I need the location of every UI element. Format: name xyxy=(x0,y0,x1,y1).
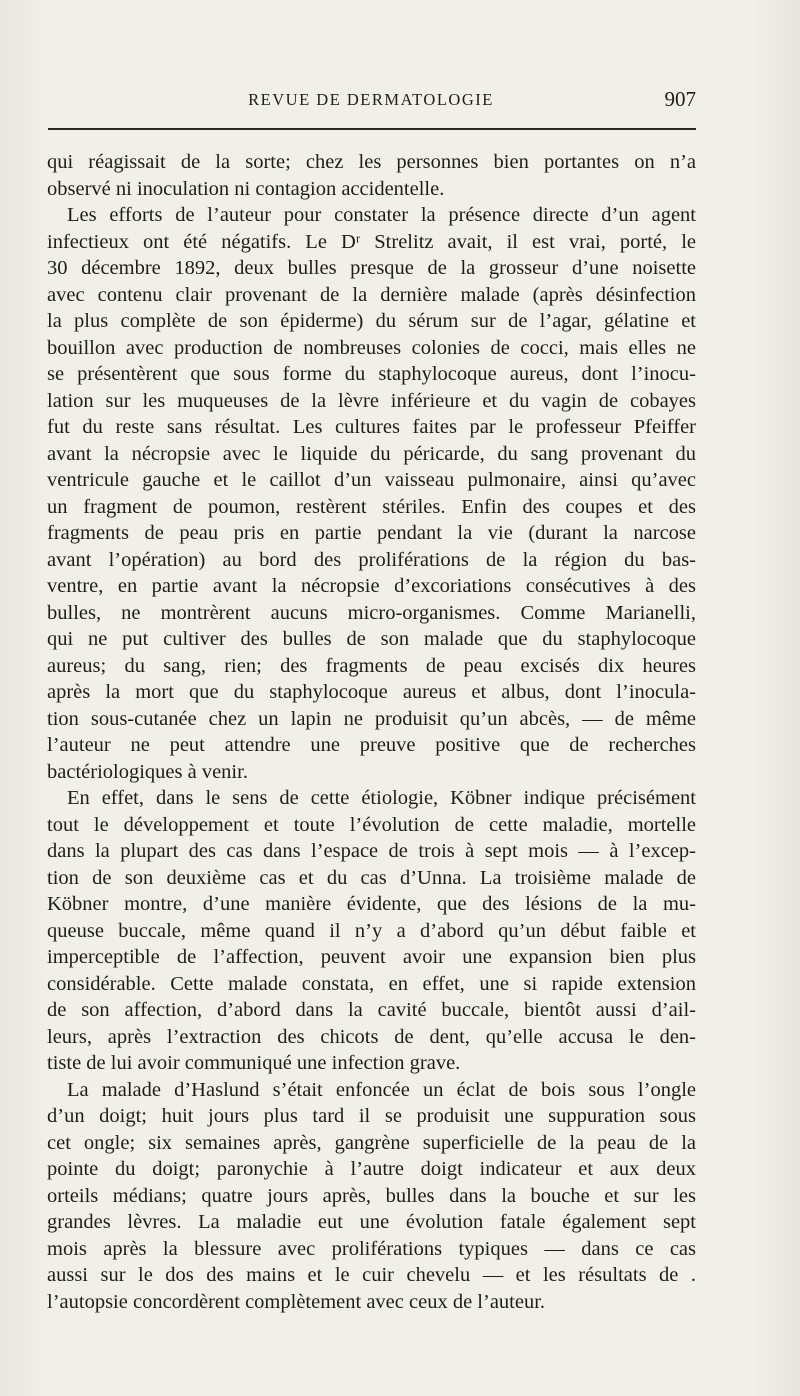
body-text xyxy=(47,149,696,1315)
text-line: d’un doigt; huit jours plus tard il se produisit une suppuration sous xyxy=(47,1105,696,1127)
text-line: Les efforts de l’auteur pour constater la présence directe d’un agent xyxy=(67,204,696,226)
text-line: mois après la blessure avec proliférations typiques — dans ce cas xyxy=(47,1237,696,1260)
text-line: avant l’opération) au bord des proliférations de la région du bas- xyxy=(47,548,696,571)
text-line: avec contenu clair provenant de la dernière malade (après désinfection xyxy=(47,283,696,306)
text-line: considérable. Cette malade constata, en effet, une si rapide extension xyxy=(47,972,696,995)
text-line: qui ne put cultiver des bulles de son malade que du staphylocoque xyxy=(47,628,696,650)
text-line: orteils médians; quatre jours après, bulles dans la bouche et sur les xyxy=(47,1184,696,1207)
text-line: observé ni inoculation ni contagion accidentelle. xyxy=(47,177,445,200)
text-line: En effet, dans le sens de cette étiologie, Köbner indique précisément xyxy=(67,787,696,809)
text-line: tion sous-cutanée chez un lapin ne produisit qu’un abcès, — de même xyxy=(47,707,696,730)
text-line: pointe du doigt; paronychie à l’autre doigt indicateur et aux deux xyxy=(47,1158,696,1180)
text-line: lation sur les muqueuses de la lèvre inférieure et du vagin de cobayes xyxy=(47,389,696,412)
text-line: un fragment de poumon, restèrent stériles. Enfin des coupes et des xyxy=(47,495,696,518)
text-line: queuse buccale, même quand il n’y a d’abord qu’un début faible et xyxy=(47,919,696,942)
text-line: 30 décembre 1892, deux bulles presque de la grosseur d’une noisette xyxy=(47,257,696,279)
text-line: Köbner montre, d’une manière évidente, que des lésions de la mu- xyxy=(47,893,696,915)
text-line: cet ongle; six semaines après, gangrène superficielle de la peau de la xyxy=(47,1131,696,1154)
text-line: aussi sur le dos des mains et le cuir chevelu — et les résultats de . xyxy=(47,1264,696,1286)
text-line: tout le développement et toute l’évolution de cette maladie, mortelle xyxy=(47,813,696,836)
text-line: bactériologiques à venir. xyxy=(47,760,248,783)
text-line: tiste de lui avoir communiqué une infection grave. xyxy=(47,1052,461,1074)
text-line: de son affection, d’abord dans la cavité buccale, bientôt aussi d’ail- xyxy=(47,999,696,1021)
text-line: la plus complète de son épiderme) du sérum sur de l’agar, gélatine et xyxy=(47,310,696,332)
text-line: fragments de peau pris en partie pendant la vie (durant la narcose xyxy=(47,522,696,544)
running-title: REVUE DE DERMATOLOGIE xyxy=(248,90,494,109)
text-line: ventre, en partie avant la nécropsie d’excoriations consécutives à des xyxy=(47,575,696,597)
text-line: se présentèrent que sous forme du staphylocoque aureus, dont l’inocu- xyxy=(47,363,696,385)
page-header xyxy=(46,87,696,116)
text-line: imperceptible de l’affection, peuvent avoir une expansion bien plus xyxy=(47,946,696,968)
text-line: bulles, ne montrèrent aucuns micro-organismes. Comme Marianelli, xyxy=(47,601,696,624)
page-number: 907 xyxy=(664,87,696,111)
text-line: tion de son deuxième cas et du cas d’Unna. La troisième malade de xyxy=(47,866,696,889)
text-line: avant la nécropsie avec le liquide du péricarde, du sang provenant du xyxy=(47,442,696,465)
text-line: infectieux ont été négatifs. Le Dʳ Strelitz avait, il est vrai, porté, le xyxy=(47,230,696,253)
text-line: après la mort que du staphylocoque aureus et albus, dont l’inocula- xyxy=(47,681,696,703)
text-line: leurs, après l’extraction des chicots de dent, qu’elle accusa le den- xyxy=(47,1025,696,1048)
text-line: ventricule gauche et le caillot d’un vaisseau pulmonaire, ainsi qu’avec xyxy=(47,469,696,491)
text-line: l’autopsie concordèrent complètement avec ceux de l’auteur. xyxy=(47,1290,546,1313)
text-line: qui réagissait de la sorte; chez les personnes bien portantes on n’a xyxy=(47,151,696,173)
text-line: grandes lèvres. La maladie eut une évolution fatale également sept xyxy=(47,1211,696,1233)
header-rule xyxy=(48,128,696,130)
text-line: dans la plupart des cas dans l’espace de trois à sept mois — à l’excep- xyxy=(47,840,696,862)
text-line: bouillon avec production de nombreuses colonies de cocci, mais elles ne xyxy=(47,336,696,359)
text-line: La malade d’Haslund s’était enfoncée un éclat de bois sous l’ongle xyxy=(67,1078,696,1101)
text-line: l’auteur ne peut attendre une preuve positive que de recherches xyxy=(47,734,696,756)
text-line: fut du reste sans résultat. Les cultures faites par le professeur Pfeiffer xyxy=(47,416,696,438)
text-line: aureus; du sang, rien; des fragments de peau excisés dix heures xyxy=(47,654,696,677)
